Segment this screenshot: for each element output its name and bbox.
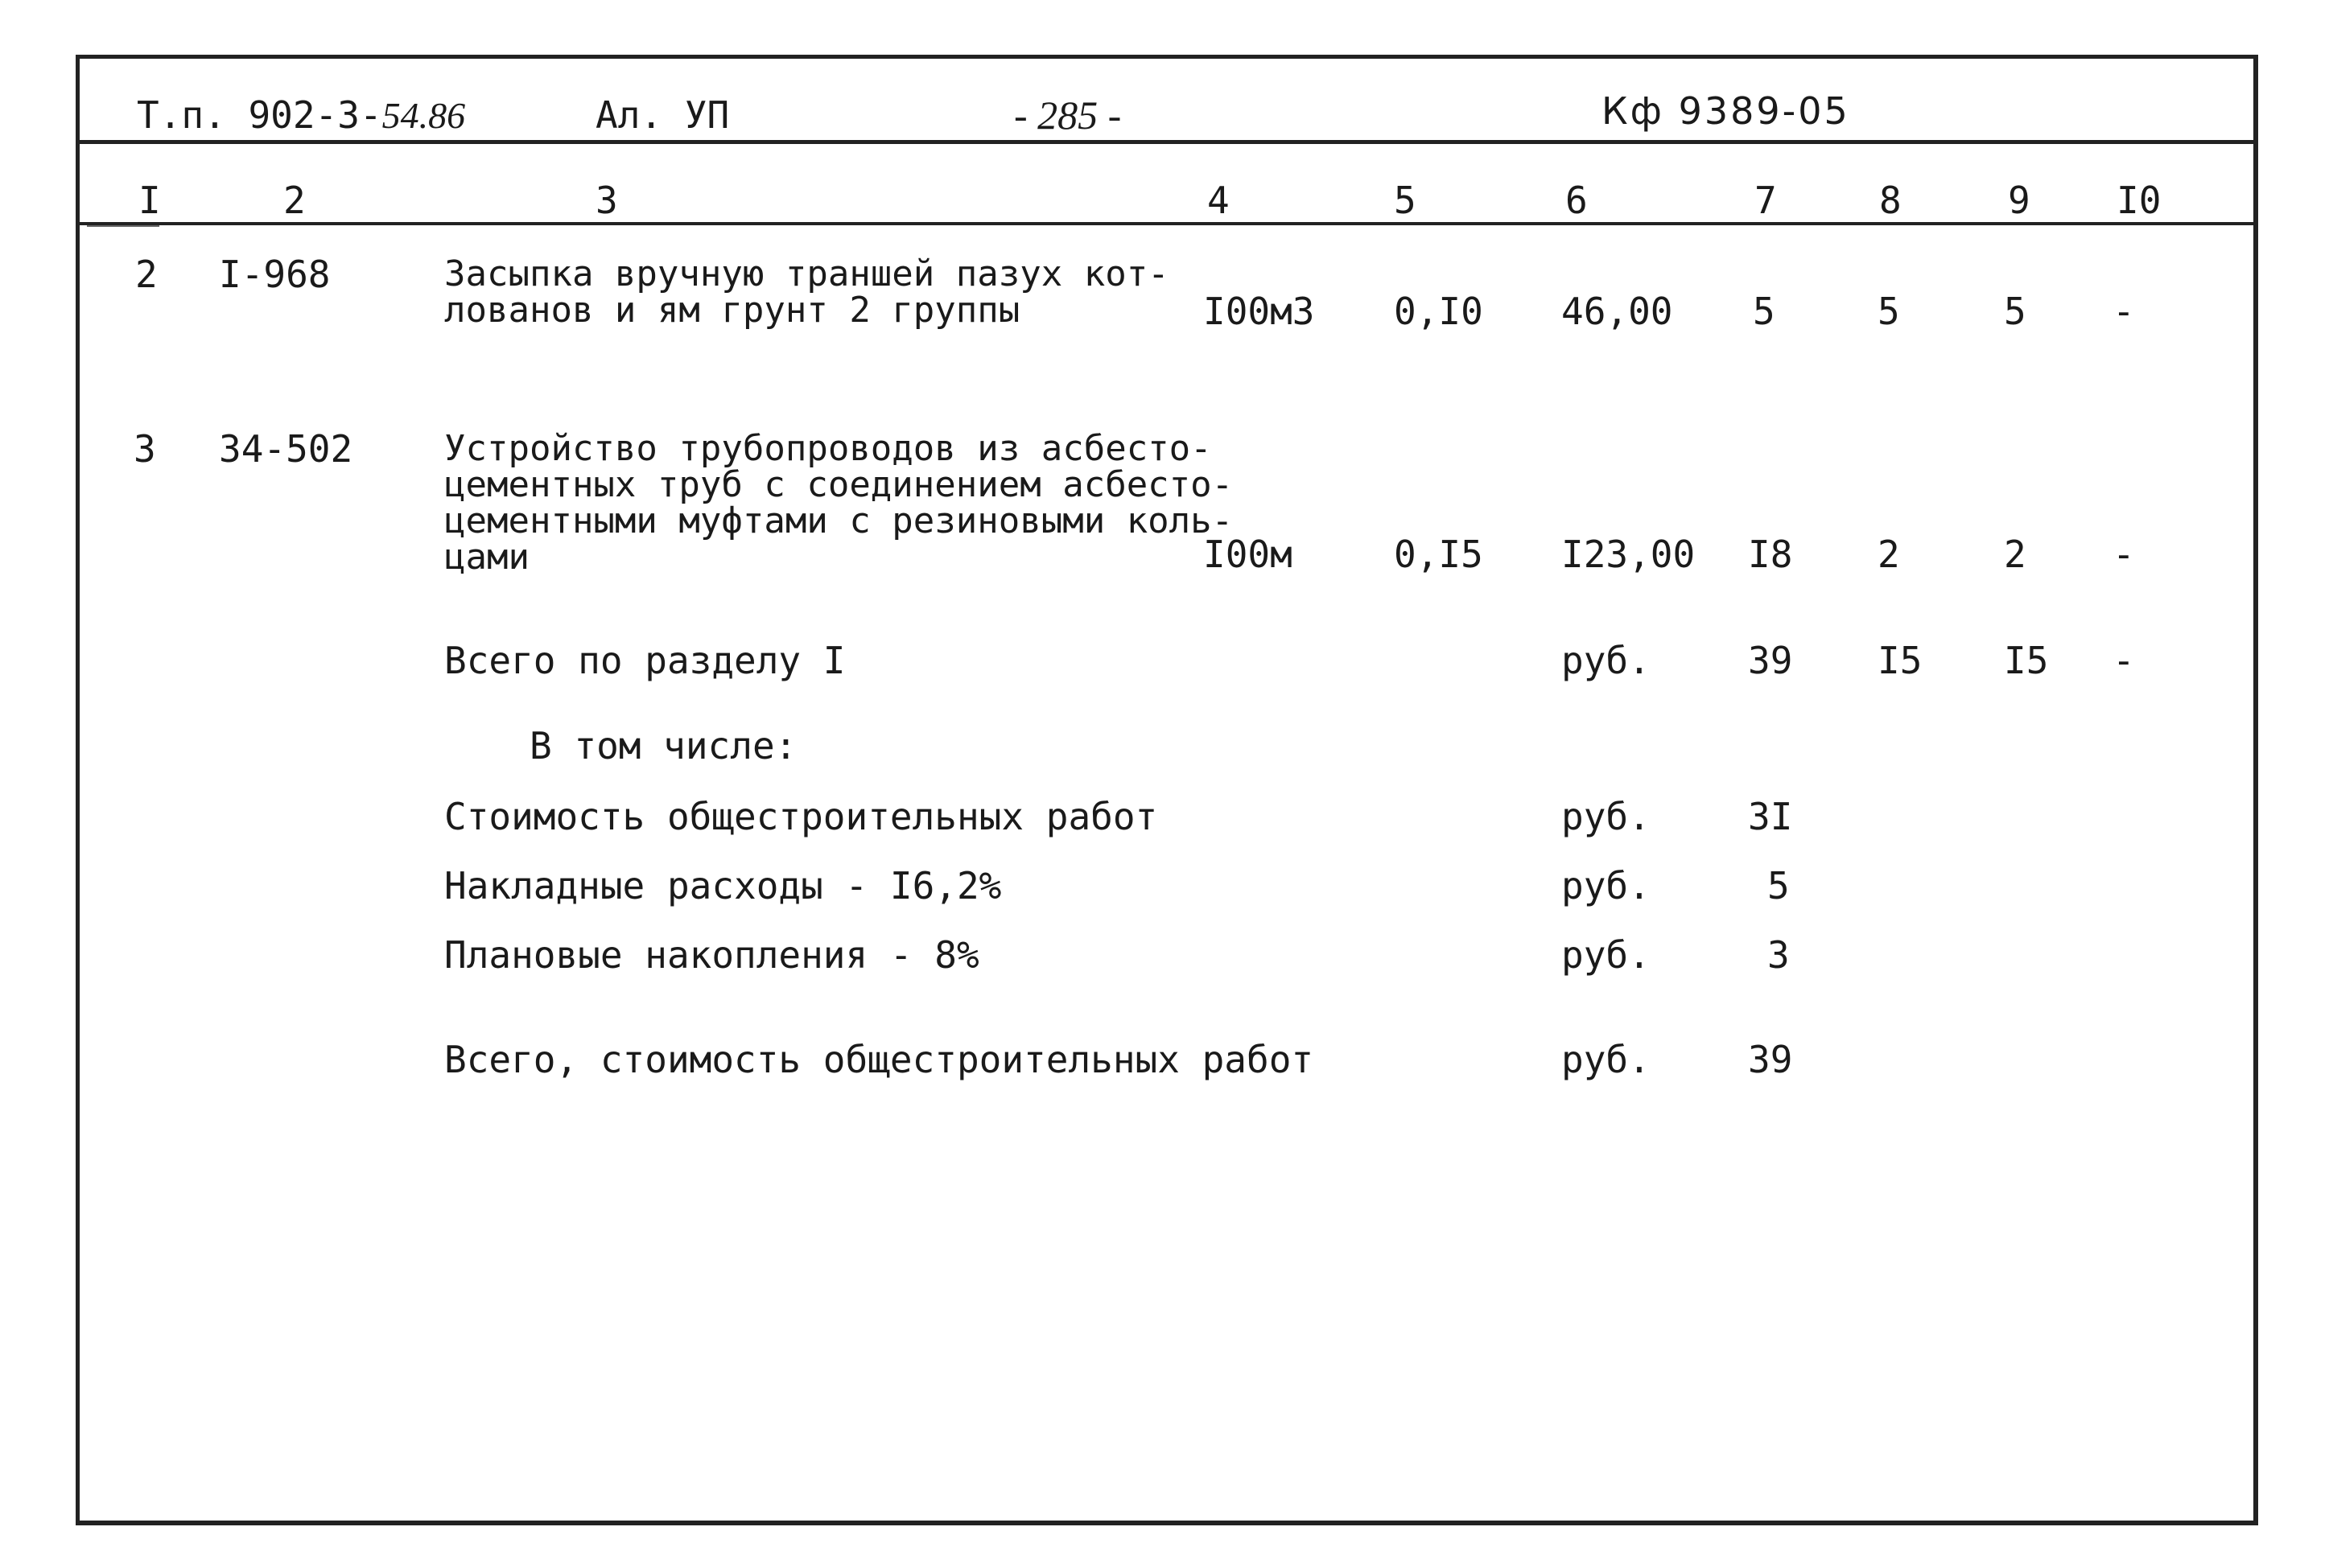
section-total-col9: I5 (2004, 639, 2049, 682)
planned-savings-value: 3 (1767, 933, 1790, 977)
work-description: Устройство трубопроводов из асбесто- цементных труб с соединением асбесто- цементными муфтами с резиновыми коль- цами (444, 428, 1234, 578)
unit: I00м (1203, 533, 1292, 576)
rate-code: I-968 (219, 253, 331, 296)
col-header-7: 7 (1754, 179, 1777, 222)
project-number: Т.п. 902-3-54.86 (137, 93, 466, 137)
grand-total-unit: руб. (1561, 1038, 1651, 1081)
overhead-value: 5 (1767, 864, 1790, 907)
header-divider (76, 140, 2258, 144)
col-header-3: 3 (596, 179, 618, 222)
col8-value: 5 (1878, 290, 1900, 333)
column-numbers-divider (76, 222, 2258, 225)
col-header-8: 8 (1879, 179, 1902, 222)
row-number: 3 (134, 427, 156, 471)
quantity: 0,I0 (1394, 290, 1483, 333)
col-header-1: I (138, 179, 161, 222)
rate-code: 34-502 (219, 427, 353, 471)
col-header-4: 4 (1207, 179, 1230, 222)
col-header-6: 6 (1565, 179, 1588, 222)
document-code: Кф 9389-05 (1601, 89, 1850, 133)
overhead-unit: руб. (1561, 864, 1651, 907)
section-total-label: Всего по разделу I (444, 639, 846, 682)
col-header-5: 5 (1394, 179, 1416, 222)
grand-total-label: Всего, стоимость общестроительных работ (444, 1038, 1314, 1081)
section-total-col10: - (2113, 639, 2135, 682)
row-number: 2 (135, 253, 158, 296)
construction-cost-label: Стоимость общестроительных работ (444, 795, 1158, 838)
construction-cost-value: 3I (1748, 795, 1793, 838)
album-label: Ал. УП (596, 93, 730, 137)
quantity: 0,I5 (1394, 533, 1483, 576)
construction-cost-unit: руб. (1561, 795, 1651, 838)
section-total-unit: руб. (1561, 639, 1651, 682)
unit-price: 46,00 (1561, 290, 1673, 333)
col9-value: 2 (2004, 533, 2026, 576)
col8-value: 2 (1878, 533, 1900, 576)
planned-savings-unit: руб. (1561, 933, 1651, 977)
work-description: Засыпка вручную траншей пазух кот- лованов и ям грунт 2 группы (444, 253, 1169, 331)
col10-value: - (2113, 290, 2135, 333)
col7-value: 5 (1753, 290, 1775, 333)
including-label: В том числе: (530, 724, 798, 768)
overhead-label: Накладные расходы - I6,2% (444, 864, 1002, 907)
planned-savings-label: Плановые накопления - 8% (444, 933, 979, 977)
unit: I00м3 (1203, 290, 1315, 333)
col7-value: I8 (1748, 533, 1793, 576)
section-total-col7: 39 (1748, 639, 1793, 682)
page-number: - 285 - (1014, 93, 1122, 138)
section-total-col8: I5 (1878, 639, 1923, 682)
col-header-9: 9 (2008, 179, 2030, 222)
col-header-10: I0 (2117, 179, 2162, 222)
col10-value: - (2113, 533, 2135, 576)
grand-total-value: 39 (1748, 1038, 1793, 1081)
col-header-2: 2 (283, 179, 306, 222)
unit-price: I23,00 (1561, 533, 1696, 576)
column-numbers-tick (87, 225, 159, 227)
col9-value: 5 (2004, 290, 2026, 333)
